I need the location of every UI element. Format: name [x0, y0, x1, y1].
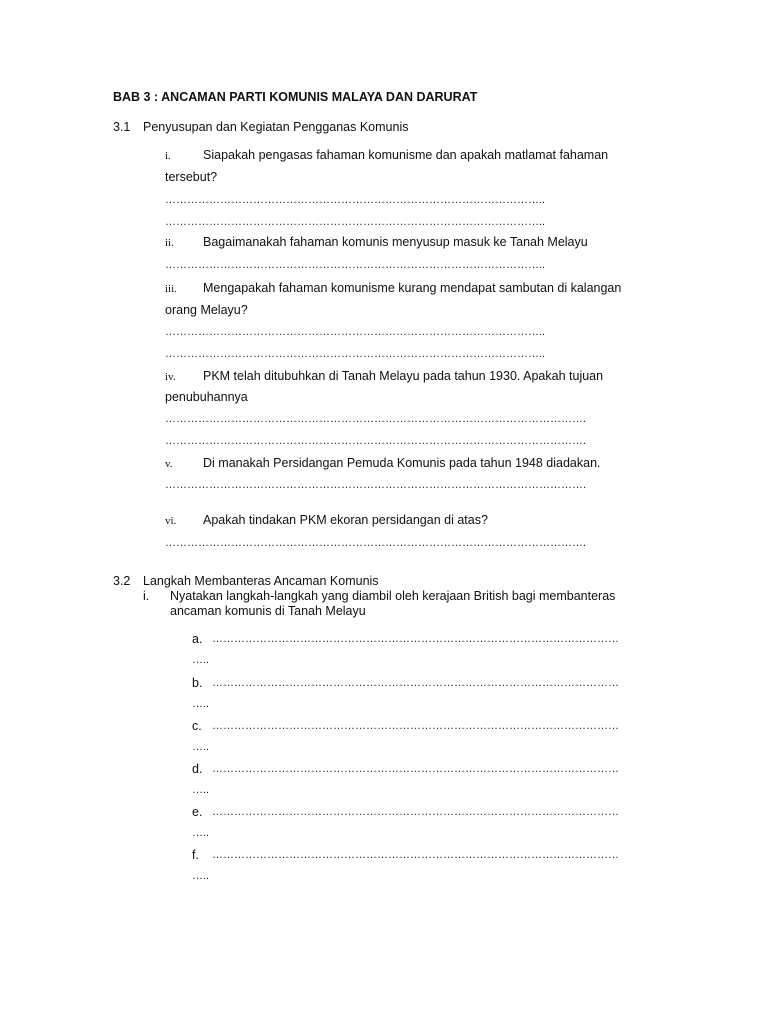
answer-line-cont[interactable]: …..	[192, 654, 210, 666]
question-text: Mengapakah fahaman komunisme kurang mendapat sambutan di kalangan	[203, 281, 622, 295]
question-text-cont: ancaman komunis di Tanah Melayu	[170, 604, 366, 618]
answer-line[interactable]: …………………………………………………………………………………………………	[212, 763, 619, 775]
section-heading: Langkah Membanteras Ancaman Komunis	[143, 574, 379, 588]
question-numeral: iv.	[165, 371, 176, 383]
answer-line-cont[interactable]: …..	[192, 741, 210, 753]
answer-line[interactable]: …………………………………………………………………………………………………….	[165, 413, 587, 425]
answer-line-cont[interactable]: …..	[192, 827, 210, 839]
item-letter: a.	[192, 632, 203, 646]
answer-line[interactable]: …………………………………………………………………………………………………	[212, 849, 619, 861]
question-numeral: ii.	[165, 237, 174, 249]
answer-line[interactable]: …………………………………………………………………………………………..	[165, 259, 546, 271]
question-text-cont: orang Melayu?	[165, 303, 248, 317]
question-numeral: i.	[165, 150, 171, 162]
question-text: Bagaimanakah fahaman komunis menyusup masuk ke Tanah Melayu	[203, 235, 588, 249]
answer-line-cont[interactable]: …..	[192, 870, 210, 882]
answer-line[interactable]: …………………………………………………………………………………………………….	[165, 435, 587, 447]
answer-line[interactable]: …………………………………………………………………………………………..	[165, 194, 546, 206]
answer-line-cont[interactable]: …..	[192, 698, 210, 710]
question-numeral: vi.	[165, 515, 177, 527]
question-text: Di manakah Persidangan Pemuda Komunis pada tahun 1948 diadakan.	[203, 456, 601, 470]
answer-line[interactable]: …………………………………………………………………………………………………	[212, 806, 619, 818]
item-letter: f.	[192, 848, 199, 862]
answer-line[interactable]: …………………………………………………………………………………………………….	[165, 537, 587, 549]
question-text-cont: penubuhannya	[165, 390, 248, 404]
item-letter: b.	[192, 676, 203, 690]
question-text: Nyatakan langkah-langkah yang diambil oleh kerajaan British bagi membanteras	[170, 589, 616, 603]
section-number: 3.1	[113, 120, 131, 134]
question-numeral: v.	[165, 458, 173, 470]
answer-line-cont[interactable]: …..	[192, 784, 210, 796]
question-numeral: iii.	[165, 283, 177, 295]
question-text: PKM telah ditubuhkan di Tanah Melayu pada tahun 1930. Apakah tujuan	[203, 369, 604, 383]
question-numeral: i.	[143, 589, 150, 603]
question-text: Siapakah pengasas fahaman komunisme dan apakah matlamat fahaman	[203, 148, 609, 162]
item-letter: c.	[192, 719, 202, 733]
section-number: 3.2	[113, 574, 131, 588]
question-text: Apakah tindakan PKM ekoran persidangan di atas?	[203, 513, 488, 527]
section-heading: Penyusupan dan Kegiatan Pengganas Komunis	[143, 120, 409, 134]
answer-line[interactable]: …………………………………………………………………………………………..	[165, 326, 546, 338]
answer-line[interactable]: …………………………………………………………………………………………..	[165, 348, 546, 360]
item-letter: e.	[192, 805, 203, 819]
question-text-cont: tersebut?	[165, 170, 218, 184]
answer-line[interactable]: …………………………………………………………………………………………………….	[165, 479, 587, 491]
answer-line[interactable]: …………………………………………………………………………………………………	[212, 677, 619, 689]
item-letter: d.	[192, 762, 203, 776]
answer-line[interactable]: …………………………………………………………………………………………………	[212, 633, 619, 645]
answer-line[interactable]: …………………………………………………………………………………………………	[212, 720, 619, 732]
document-title: BAB 3 : ANCAMAN PARTI KOMUNIS MALAYA DAN DARURAT	[113, 90, 478, 104]
answer-line[interactable]: …………………………………………………………………………………………..	[165, 216, 546, 228]
